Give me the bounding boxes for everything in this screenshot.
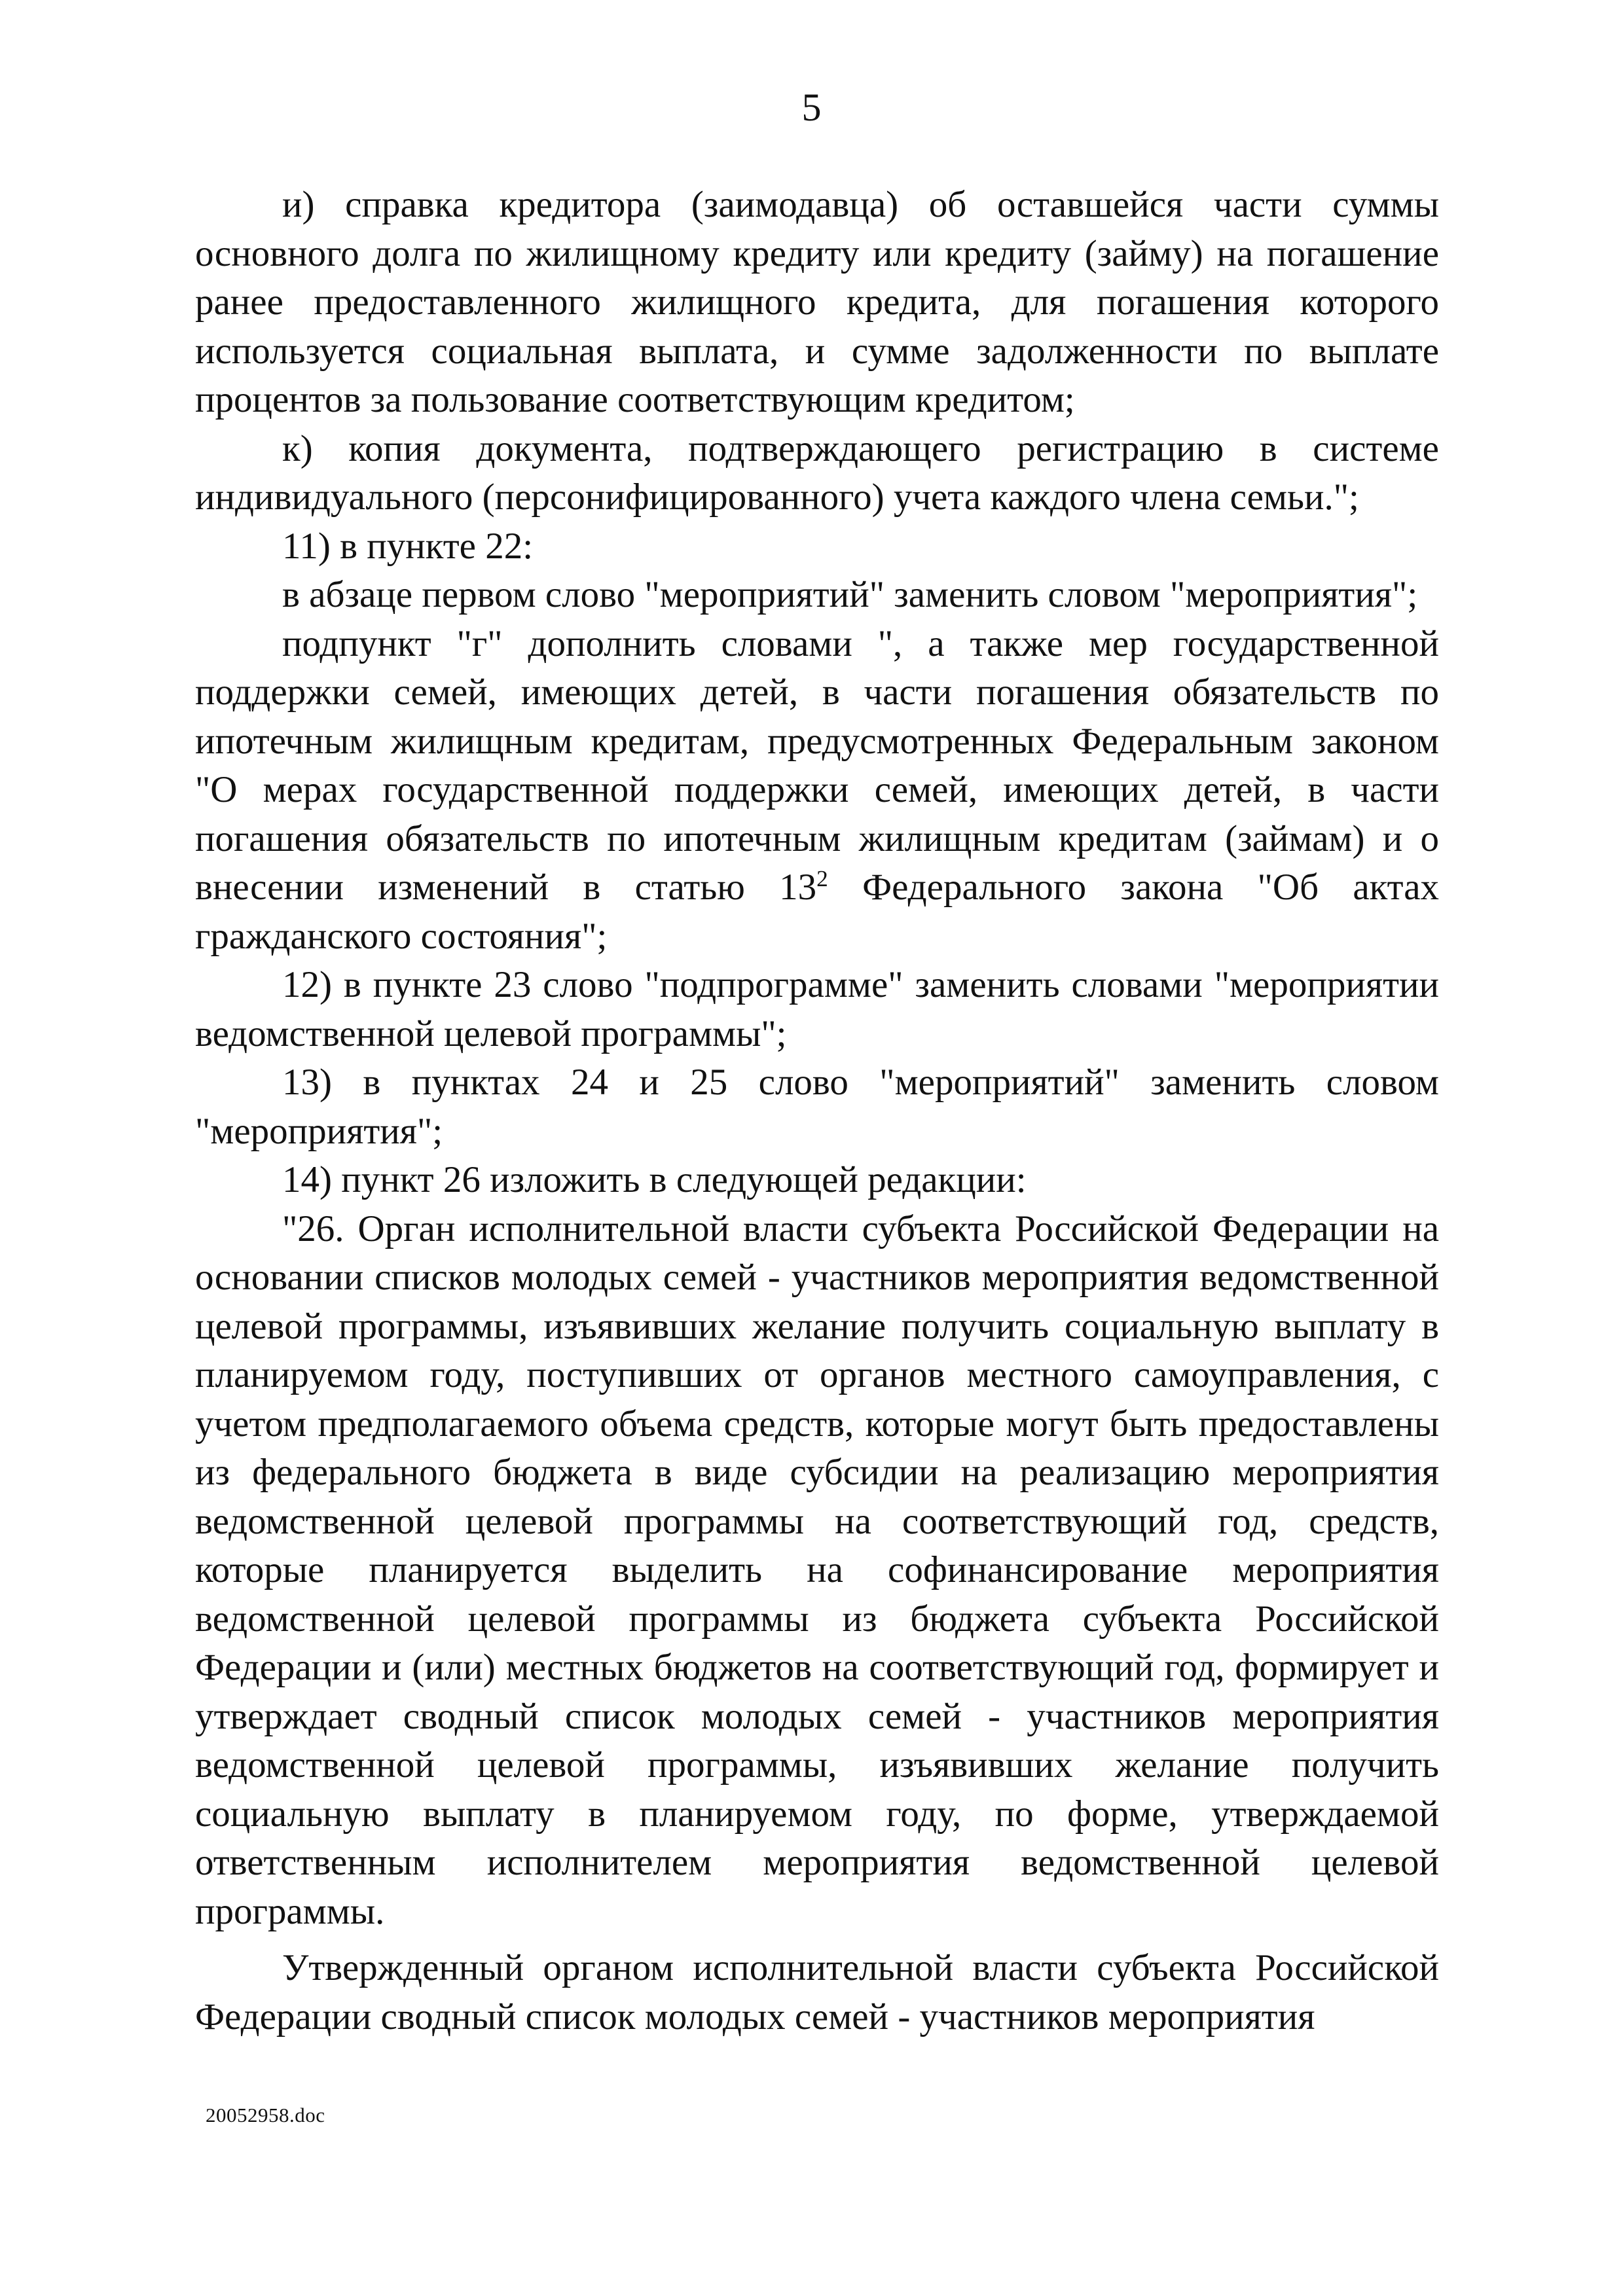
paragraph-11: 11) в пункте 22: [282,525,534,567]
document-body [195,181,1439,2041]
paragraph-11-abzac: в абзаце первом слово "мероприятий" заменить словом "мероприятия"; [282,574,1418,615]
paragraph-14: 14) пункт 26 изложить в следующей редакции: [282,1159,1027,1200]
paragraph-13: 13) в пунктах 24 и 25 слово "мероприятий" заменить словом "мероприятия"; [195,1062,1439,1152]
paragraph-11-podpunkt-g-tail: Федерального закона "Об актах гражданского состояния"; [195,867,1439,957]
paragraph-26: "26. Орган исполнительной власти субъекта Российской Федерации на основании списков молодых семей - участников мероприятия ведомственной целевой программы, изъявивших желание получить социальную выплату в планируемом году, поступивших от органов местного самоуправления, с учетом предполагаемого объема средств, которые могут быть предоставлены из федерального бюджета в виде субсидии на реализацию мероприятия ведомственной целевой программы на соответствующий год, средств, которые планируется выделить на софинансирование мероприятия ведомственной целевой программы из бюджета субъекта Российской Федерации и (или) местных бюджетов на соответствующий год, формирует и утверждает сводный список молодых семей - участников мероприятия ведомственной целевой программы, изъявивших желание получить социальную выплату в планируемом году, по форме, утверждаемой ответственным исполнителем мероприятия ведомственной целевой программы. [195,1208,1439,1932]
paragraph-k: к) копия документа, подтверждающего регистрацию в системе индивидуального (персонифицированного) учета каждого члена семьи."; [195,427,1439,518]
paragraph-12: 12) в пункте 23 слово "подпрограмме" заменить словами "мероприятии ведомственной целевой программы"; [195,964,1439,1054]
paragraph-11-podpunkt-g-text: подпункт "г" дополнить словами ", а также мер государственной поддержки семей, имеющих детей, в части погашения обязательств по ипотечным жилищным кредитам, предусмотренных Федеральным законом "О мерах государственной поддержки семей, имеющих детей, в части погашения обязательств по ипотечным жилищным кредитам (займам) и о внесении изменений в статью 13 [195,622,1439,908]
superscript: 2 [816,866,828,891]
paragraph-i: и) справка кредитора (заимодавца) об оставшейся части суммы основного долга по жилищному кредиту или кредиту (займу) на погашение ранее предоставленного жилищного кредита, для погашения которого используется социальная выплата, и сумме задолженности по выплате процентов за пользование соответствующим кредитом; [195,184,1439,420]
paragraph-11-podpunkt-g [195,620,1439,961]
page-number: 5 [801,86,822,129]
document-filename: 20052958.doc [206,2104,325,2126]
paragraph-utverzhdenny: Утвержденный органом исполнительной власти субъекта Российской Федерации сводный список молодых семей - участников мероприятия [195,1947,1439,2037]
